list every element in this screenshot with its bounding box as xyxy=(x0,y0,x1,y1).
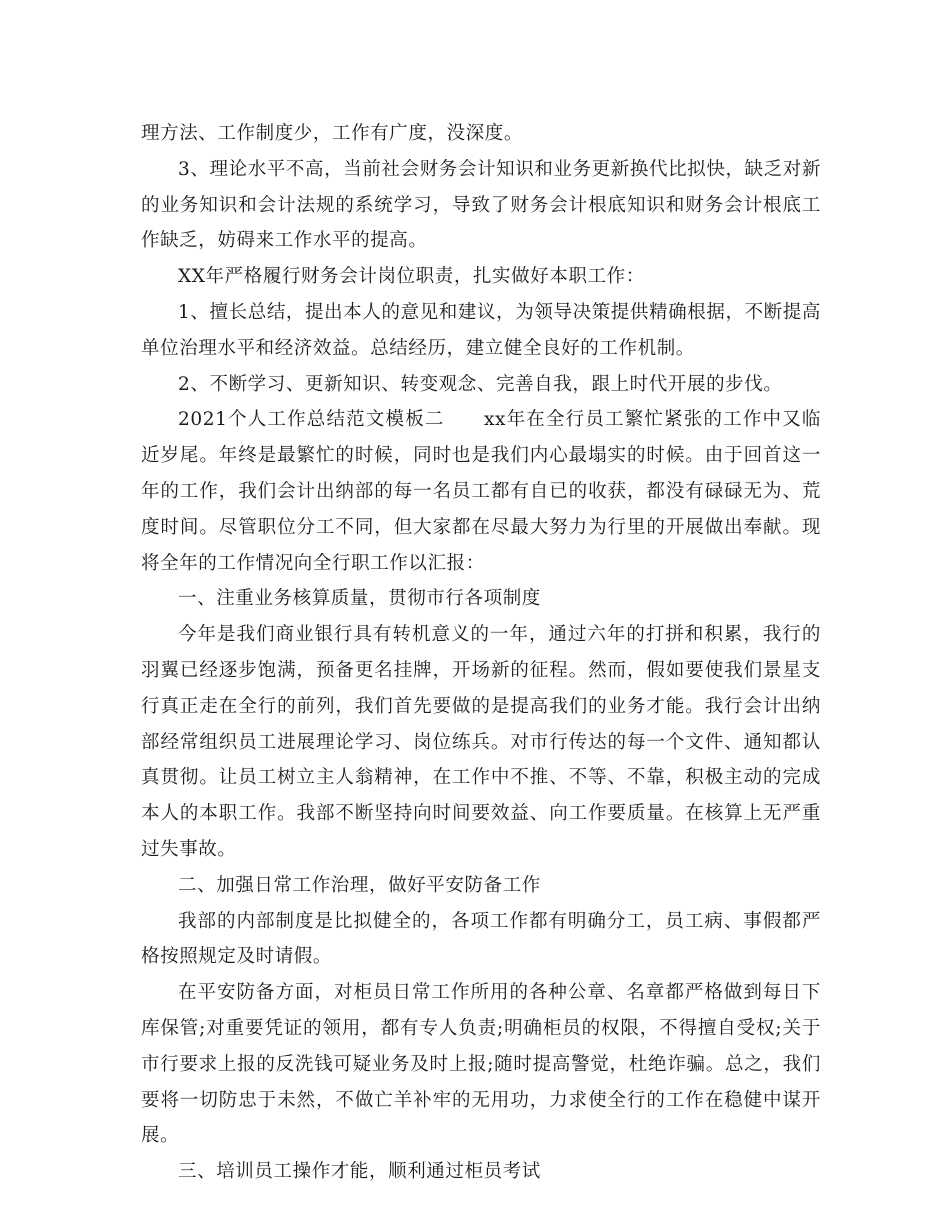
paragraph-7: 今年是我们商业银行具有转机意义的一年，通过六年的打拼和积累，我行的羽翼已经逐步饱满，预备更名挂牌，开场新的征程。然而，假如要使我们景星支行真正走在全行的前列，我们首先要做的是提高我们的业务才能。我行会计出纳部经常组织员工进展理论学习、岗位练兵。对市行传达的每一个文件、通知都认真贯彻。让员工树立主人翁精神，在工作中不推、不等、不靠，积极主动的完成本人的本职工作。我部不断坚持向时间要效益、向工作要质量。在核算上无严重过失事故。 xyxy=(141,624,821,860)
section-heading-3: 三、培训员工操作才能，顺利通过柜员考试 xyxy=(178,1161,541,1183)
paragraph-1: 理方法、工作制度少，工作有广度，没深度。 xyxy=(141,123,524,144)
section-heading-2: 二、加强日常工作治理，做好平安防备工作 xyxy=(178,874,541,896)
document-body xyxy=(141,116,821,1190)
paragraph-2: 3、理论水平不高，当前社会财务会计知识和业务更新换代比拟快，缺乏对新的业务知识和会计法规的系统学习，导致了财务会计根底知识和财务会计根底工作缺乏，妨碍来工作水平的提高。 xyxy=(141,158,821,252)
paragraph-6: 2021个人工作总结范文模板二 xx年在全行员工繁忙紧张的工作中又临近岁尾。年终是最繁忙的时候，同时也是我们内心最塌实的时候。由于回首这一年的工作，我们会计出纳部的每一名员工都有自已的收获，都没有碌碌无为、荒度时间。尽管职位分工不同，但大家都在尽最大努力为行里的开展做出奉献。现将全年的工作情况向全行职工作以汇报： xyxy=(141,409,821,574)
section-heading-1: 一、注重业务核算质量，贯彻市行各项制度 xyxy=(178,588,541,610)
paragraph-9: 在平安防备方面，对柜员日常工作所用的各种公章、名章都严格做到每日下库保管;对重要凭证的领用，都有专人负责;明确柜员的权限，不得擅自受权;关于市行要求上报的反洗钱可疑业务及时上报;随时提高警觉，杜绝诈骗。总之，我们要将一切防忠于未然，不做亡羊补牢的无用功，力求使全行的工作在稳健中谋开展。 xyxy=(141,982,821,1147)
paragraph-3: XX年严格履行财务会计岗位职责，扎实做好本职工作： xyxy=(178,266,645,288)
paragraph-8: 我部的内部制度是比拟健全的，各项工作都有明确分工，员工病、事假都严格按照规定及时请假。 xyxy=(141,910,821,968)
paragraph-5: 2、不断学习、更新知识、转变观念、完善自我，跟上时代开展的步伐。 xyxy=(178,373,783,395)
paragraph-4: 1、擅长总结，提出本人的意见和建议，为领导决策提供精确根据，不断提高单位治理水平和经济效益。总结经历，建立健全良好的工作机制。 xyxy=(141,301,821,359)
